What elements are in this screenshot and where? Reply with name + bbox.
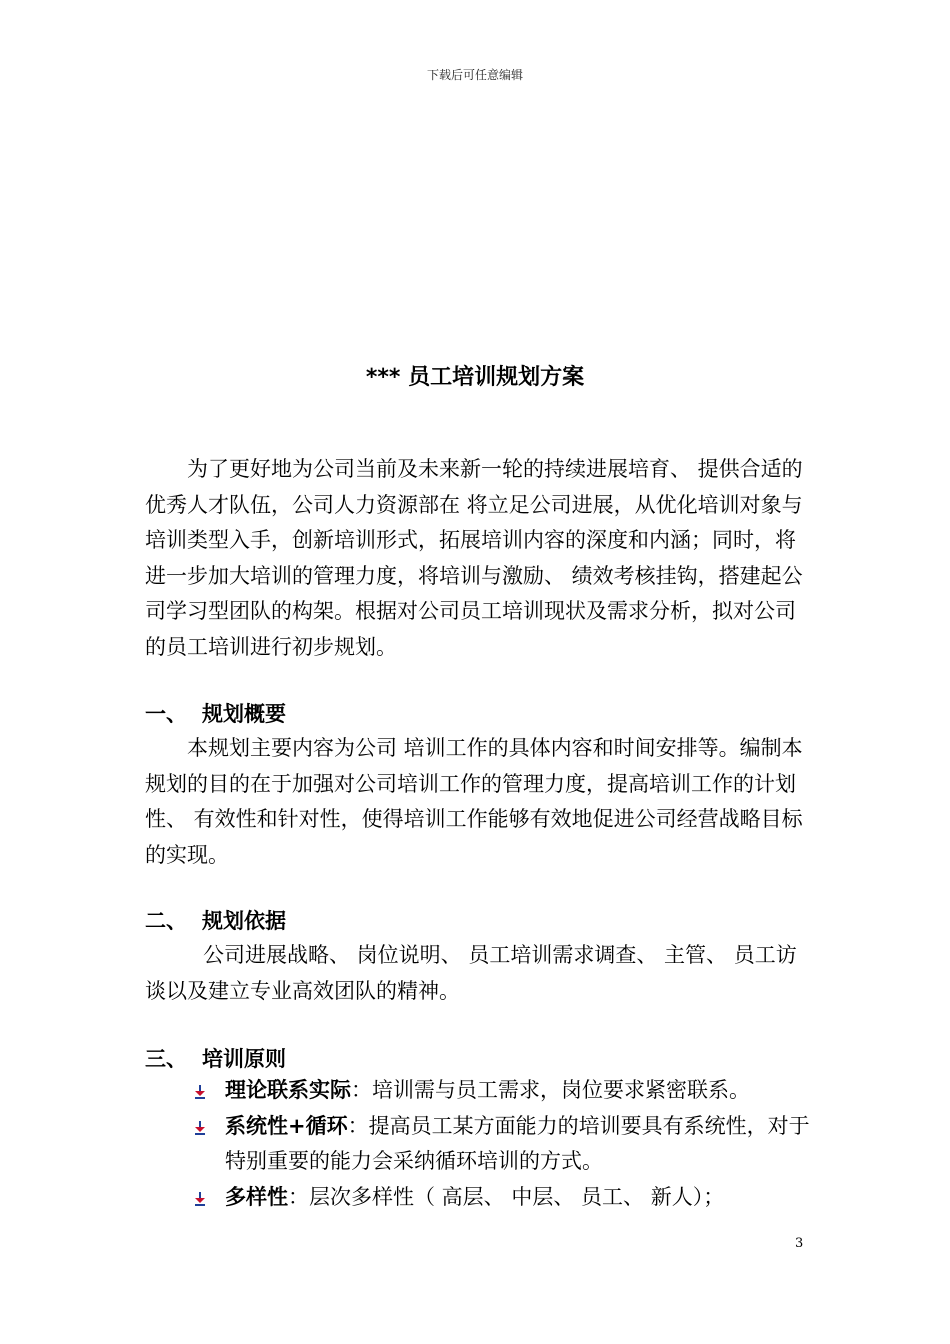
section-1-heading <box>145 698 286 728</box>
section-1-title: 规划概要 <box>202 702 286 726</box>
principle-lead: 理论联系实际 <box>225 1078 351 1102</box>
arrow-down-bullet-icon <box>194 1121 206 1135</box>
header-note: 下载后可任意编辑 <box>426 68 523 82</box>
list-item <box>190 1180 820 1216</box>
section-3-number: 三、 <box>145 1047 187 1071</box>
section-1-number: 一、 <box>145 702 187 726</box>
page-number: 3 <box>795 1236 804 1251</box>
list-item <box>190 1073 820 1109</box>
section-1-body: 本规划主要内容为公司 培训工作的具体内容和时间安排等。编制本规划的目的在于加强对公司培训工作的管理力度，提高培训工作的计划性、 有效性和针对性，使得培训工作能够有效地促进公司经营战略目标的实现。 <box>145 736 803 867</box>
section-3-title: 培训原则 <box>202 1047 286 1071</box>
arrow-down-bullet-icon <box>194 1085 206 1099</box>
intro-paragraph: 为了更好地为公司当前及未来新一轮的持续进展培育、 提供合适的优秀人才队伍，公司人力资源部在 将立足公司进展，从优化培训对象与培训类型入手，创新培训形式，拓展培训内容的深度和内涵；同时，将进一步加大培训的管理力度，将培训与激励、 绩效考核挂钩，搭建起公司学习型团队的构架。根据对公司员工培训现状及需求分析，拟对公司 的员工培训进行初步规划。 <box>145 457 803 659</box>
section-2-title: 规划依据 <box>202 909 286 933</box>
principle-text: ：提高员工某方面能力的培训要具有系统性，对于特别重要的能力会采纳循环培训的方式。 <box>225 1113 810 1173</box>
list-item <box>190 1109 820 1180</box>
principles-list <box>190 1073 820 1215</box>
section-3-heading <box>145 1043 286 1073</box>
principle-lead: 系统性+循环 <box>225 1113 348 1138</box>
document-title: *** 员工培训规划方案 <box>365 365 585 390</box>
arrow-down-bullet-icon <box>194 1192 206 1206</box>
section-2-body: 公司进展战略、 岗位说明、 员工培训需求调查、 主管、 员工访谈以及建立专业高效团队的精神。 <box>145 943 797 1003</box>
principle-lead: 多样性 <box>225 1184 288 1209</box>
principle-text: ：层次多样性（ 高层、 中层、 员工、 新人）； <box>288 1184 725 1209</box>
principle-text: ：培训需与员工需求，岗位要求紧密联系。 <box>351 1078 750 1102</box>
section-2-number: 二、 <box>145 909 187 933</box>
section-2-heading <box>145 905 286 935</box>
